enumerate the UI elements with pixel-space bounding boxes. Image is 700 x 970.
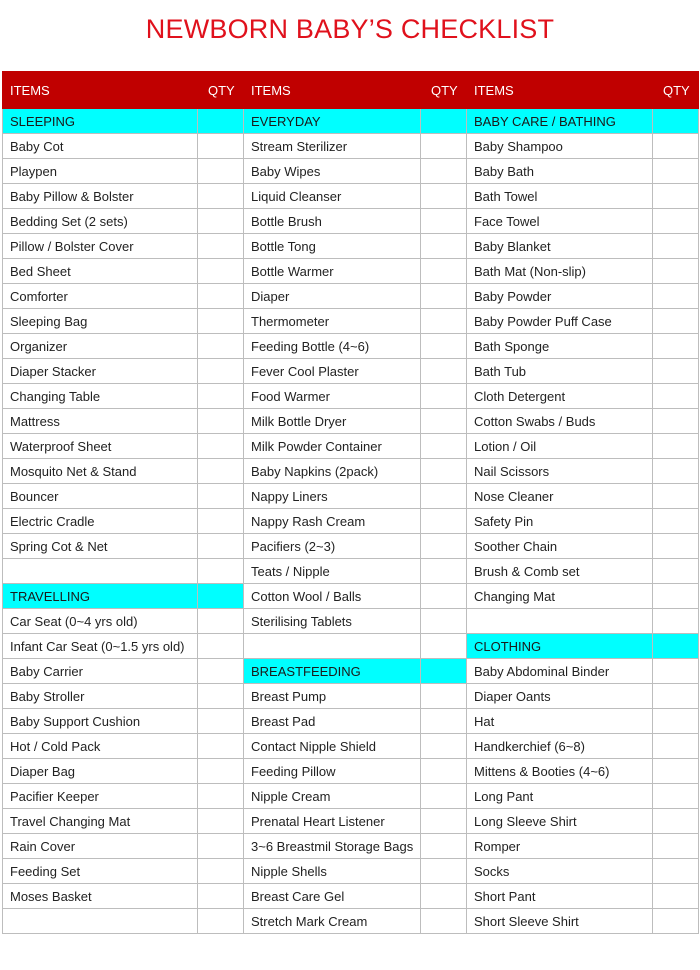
qty-cell[interactable]: [421, 109, 467, 134]
table-row: [3, 134, 699, 159]
qty-cell[interactable]: [421, 234, 467, 259]
section-header: SLEEPING: [3, 109, 198, 134]
table-row: [3, 334, 699, 359]
table-row: [3, 409, 699, 434]
item-cell: Lotion / Oil: [467, 434, 653, 459]
item-cell: Playpen: [3, 159, 198, 184]
table-row: [3, 559, 699, 584]
qty-cell[interactable]: [198, 334, 244, 359]
qty-cell[interactable]: [198, 484, 244, 509]
checklist-table: [2, 71, 699, 934]
qty-cell[interactable]: [653, 509, 699, 534]
qty-cell[interactable]: [198, 509, 244, 534]
table-row: [3, 534, 699, 559]
qty-cell[interactable]: [198, 734, 244, 759]
section-header: EVERYDAY: [244, 109, 421, 134]
item-cell: Baby Abdominal Binder: [467, 659, 653, 684]
qty-cell[interactable]: [198, 534, 244, 559]
qty-cell[interactable]: [198, 109, 244, 134]
item-cell: Organizer: [3, 334, 198, 359]
item-cell: Cotton Wool / Balls: [244, 584, 421, 609]
item-cell: Infant Car Seat (0~1.5 yrs old): [3, 634, 198, 659]
item-cell: Bottle Tong: [244, 234, 421, 259]
qty-cell[interactable]: [198, 234, 244, 259]
qty-cell[interactable]: [198, 184, 244, 209]
table-row: [3, 159, 699, 184]
qty-cell[interactable]: [421, 409, 467, 434]
item-cell: Baby Napkins (2pack): [244, 459, 421, 484]
item-cell: Safety Pin: [467, 509, 653, 534]
section-header: TRAVELLING: [3, 584, 198, 609]
qty-cell[interactable]: [421, 909, 467, 934]
item-cell: Diaper Stacker: [3, 359, 198, 384]
qty-cell[interactable]: [421, 734, 467, 759]
item-cell: Short Pant: [467, 884, 653, 909]
qty-cell[interactable]: [653, 734, 699, 759]
empty-item-cell: [3, 909, 198, 934]
item-cell: Liquid Cleanser: [244, 184, 421, 209]
qty-cell[interactable]: [421, 484, 467, 509]
item-cell: Socks: [467, 859, 653, 884]
empty-item-cell: [244, 634, 421, 659]
item-cell: Fever Cool Plaster: [244, 359, 421, 384]
item-cell: Diaper: [244, 284, 421, 309]
item-cell: Pacifiers (2~3): [244, 534, 421, 559]
item-cell: Cotton Swabs / Buds: [467, 409, 653, 434]
table-row: [3, 184, 699, 209]
qty-cell[interactable]: [421, 209, 467, 234]
item-cell: Brush & Comb set: [467, 559, 653, 584]
item-cell: Bath Sponge: [467, 334, 653, 359]
item-cell: Breast Pad: [244, 709, 421, 734]
qty-cell[interactable]: [198, 584, 244, 609]
header-row: [3, 72, 699, 109]
table-row: [3, 634, 699, 659]
qty-cell[interactable]: [421, 134, 467, 159]
qty-cell[interactable]: [653, 759, 699, 784]
qty-cell[interactable]: [421, 334, 467, 359]
item-cell: Waterproof Sheet: [3, 434, 198, 459]
qty-cell[interactable]: [653, 459, 699, 484]
item-cell: Bath Towel: [467, 184, 653, 209]
table-row: [3, 909, 699, 934]
qty-cell[interactable]: [198, 134, 244, 159]
qty-cell[interactable]: [198, 634, 244, 659]
table-row: [3, 659, 699, 684]
qty-cell[interactable]: [198, 684, 244, 709]
item-cell: Mittens & Booties (4~6): [467, 759, 653, 784]
item-cell: Soother Chain: [467, 534, 653, 559]
item-cell: Bath Mat (Non-slip): [467, 259, 653, 284]
qty-cell[interactable]: [653, 884, 699, 909]
qty-cell[interactable]: [421, 559, 467, 584]
item-cell: Mattress: [3, 409, 198, 434]
item-cell: Face Towel: [467, 209, 653, 234]
qty-cell[interactable]: [198, 859, 244, 884]
qty-cell[interactable]: [421, 359, 467, 384]
item-cell: Contact Nipple Shield: [244, 734, 421, 759]
qty-cell[interactable]: [198, 784, 244, 809]
qty-cell[interactable]: [421, 534, 467, 559]
item-cell: Thermometer: [244, 309, 421, 334]
qty-cell[interactable]: [653, 409, 699, 434]
table-row: [3, 234, 699, 259]
item-cell: Handkerchief (6~8): [467, 734, 653, 759]
table-row: [3, 459, 699, 484]
item-cell: Travel Changing Mat: [3, 809, 198, 834]
item-cell: Pillow / Bolster Cover: [3, 234, 198, 259]
qty-cell[interactable]: [421, 834, 467, 859]
item-cell: Changing Table: [3, 384, 198, 409]
qty-cell[interactable]: [421, 309, 467, 334]
item-cell: Sleeping Bag: [3, 309, 198, 334]
qty-cell[interactable]: [653, 284, 699, 309]
item-cell: Prenatal Heart Listener: [244, 809, 421, 834]
table-row: [3, 259, 699, 284]
qty-cell[interactable]: [198, 809, 244, 834]
qty-cell[interactable]: [653, 634, 699, 659]
item-cell: Baby Wipes: [244, 159, 421, 184]
page-title: NEWBORN BABY’S CHECKLIST: [145, 14, 555, 44]
item-cell: Baby Powder: [467, 284, 653, 309]
item-cell: Milk Bottle Dryer: [244, 409, 421, 434]
qty-cell[interactable]: [198, 284, 244, 309]
table-row: [3, 759, 699, 784]
qty-cell[interactable]: [198, 409, 244, 434]
qty-cell[interactable]: [198, 709, 244, 734]
qty-cell[interactable]: [653, 359, 699, 384]
qty-cell[interactable]: [653, 234, 699, 259]
item-cell: Long Pant: [467, 784, 653, 809]
checklist-body: [3, 109, 699, 934]
item-cell: Moses Basket: [3, 884, 198, 909]
qty-cell[interactable]: [421, 634, 467, 659]
qty-cell[interactable]: [421, 434, 467, 459]
item-cell: Cloth Detergent: [467, 384, 653, 409]
table-row: [3, 609, 699, 634]
item-cell: Nail Scissors: [467, 459, 653, 484]
table-row: [3, 384, 699, 409]
qty-cell[interactable]: [653, 484, 699, 509]
item-cell: Rain Cover: [3, 834, 198, 859]
items-header: ITEMS: [467, 72, 653, 109]
table-row: [3, 834, 699, 859]
qty-cell[interactable]: [653, 609, 699, 634]
qty-cell[interactable]: [198, 384, 244, 409]
table-row: [3, 709, 699, 734]
item-cell: Bouncer: [3, 484, 198, 509]
qty-cell[interactable]: [653, 859, 699, 884]
qty-cell[interactable]: [198, 884, 244, 909]
qty-cell[interactable]: [653, 809, 699, 834]
table-row: [3, 109, 699, 134]
qty-cell[interactable]: [198, 659, 244, 684]
item-cell: Teats / Nipple: [244, 559, 421, 584]
items-header: ITEMS: [244, 72, 421, 109]
item-cell: Baby Bath: [467, 159, 653, 184]
table-row: [3, 309, 699, 334]
qty-cell[interactable]: [421, 784, 467, 809]
qty-cell[interactable]: [653, 209, 699, 234]
qty-cell[interactable]: [653, 709, 699, 734]
table-row: [3, 484, 699, 509]
item-cell: Feeding Set: [3, 859, 198, 884]
item-cell: Bottle Warmer: [244, 259, 421, 284]
item-cell: Baby Pillow & Bolster: [3, 184, 198, 209]
qty-cell[interactable]: [198, 609, 244, 634]
qty-cell[interactable]: [653, 584, 699, 609]
item-cell: Sterilising Tablets: [244, 609, 421, 634]
item-cell: Baby Shampoo: [467, 134, 653, 159]
table-row: [3, 209, 699, 234]
item-cell: 3~6 Breastmil Storage Bags: [244, 834, 421, 859]
qty-cell[interactable]: [198, 159, 244, 184]
item-cell: Spring Cot & Net: [3, 534, 198, 559]
item-cell: Milk Powder Container: [244, 434, 421, 459]
empty-item-cell: [3, 559, 198, 584]
qty-cell[interactable]: [421, 809, 467, 834]
item-cell: Car Seat (0~4 yrs old): [3, 609, 198, 634]
qty-cell[interactable]: [421, 284, 467, 309]
item-cell: Nose Cleaner: [467, 484, 653, 509]
qty-cell[interactable]: [198, 309, 244, 334]
qty-cell[interactable]: [421, 684, 467, 709]
qty-cell[interactable]: [198, 359, 244, 384]
section-header: BABY CARE / BATHING: [467, 109, 653, 134]
item-cell: Hot / Cold Pack: [3, 734, 198, 759]
qty-cell[interactable]: [653, 159, 699, 184]
qty-cell[interactable]: [653, 559, 699, 584]
item-cell: Comforter: [3, 284, 198, 309]
item-cell: Nappy Rash Cream: [244, 509, 421, 534]
qty-cell[interactable]: [653, 309, 699, 334]
item-cell: Diaper Oants: [467, 684, 653, 709]
item-cell: Bedding Set (2 sets): [3, 209, 198, 234]
item-cell: Bottle Brush: [244, 209, 421, 234]
table-row: [3, 784, 699, 809]
table-row: [3, 859, 699, 884]
qty-cell[interactable]: [421, 509, 467, 534]
item-cell: Baby Powder Puff Case: [467, 309, 653, 334]
item-cell: Diaper Bag: [3, 759, 198, 784]
table-row: [3, 509, 699, 534]
qty-cell[interactable]: [653, 334, 699, 359]
qty-cell[interactable]: [198, 209, 244, 234]
qty-cell[interactable]: [653, 259, 699, 284]
items-header: ITEMS: [3, 72, 198, 109]
qty-cell[interactable]: [653, 534, 699, 559]
item-cell: Nipple Shells: [244, 859, 421, 884]
item-cell: Stretch Mark Cream: [244, 909, 421, 934]
table-row: [3, 734, 699, 759]
item-cell: Short Sleeve Shirt: [467, 909, 653, 934]
item-cell: Long Sleeve Shirt: [467, 809, 653, 834]
item-cell: Hat: [467, 709, 653, 734]
qty-cell[interactable]: [653, 684, 699, 709]
qty-cell[interactable]: [653, 134, 699, 159]
qty-cell[interactable]: [653, 184, 699, 209]
qty-cell[interactable]: [198, 909, 244, 934]
table-row: [3, 434, 699, 459]
qty-cell[interactable]: [198, 559, 244, 584]
qty-cell[interactable]: [421, 759, 467, 784]
item-cell: Feeding Bottle (4~6): [244, 334, 421, 359]
qty-header: QTY: [653, 72, 699, 109]
qty-cell[interactable]: [653, 834, 699, 859]
table-row: [3, 684, 699, 709]
item-cell: Food Warmer: [244, 384, 421, 409]
qty-cell[interactable]: [421, 259, 467, 284]
qty-cell[interactable]: [198, 434, 244, 459]
section-header: CLOTHING: [467, 634, 653, 659]
item-cell: Baby Carrier: [3, 659, 198, 684]
qty-cell[interactable]: [653, 434, 699, 459]
section-header: BREASTFEEDING: [244, 659, 421, 684]
qty-cell[interactable]: [421, 159, 467, 184]
qty-cell[interactable]: [421, 884, 467, 909]
item-cell: Changing Mat: [467, 584, 653, 609]
item-cell: Stream Sterilizer: [244, 134, 421, 159]
qty-cell[interactable]: [421, 709, 467, 734]
qty-cell[interactable]: [198, 834, 244, 859]
item-cell: Baby Support Cushion: [3, 709, 198, 734]
qty-cell[interactable]: [653, 909, 699, 934]
item-cell: Bed Sheet: [3, 259, 198, 284]
item-cell: Baby Blanket: [467, 234, 653, 259]
qty-cell[interactable]: [421, 584, 467, 609]
qty-cell[interactable]: [421, 609, 467, 634]
empty-item-cell: [467, 609, 653, 634]
item-cell: Mosquito Net & Stand: [3, 459, 198, 484]
item-cell: Bath Tub: [467, 359, 653, 384]
qty-header: QTY: [198, 72, 244, 109]
item-cell: Electric Cradle: [3, 509, 198, 534]
item-cell: Breast Pump: [244, 684, 421, 709]
qty-cell[interactable]: [653, 784, 699, 809]
qty-cell[interactable]: [653, 659, 699, 684]
item-cell: Baby Cot: [3, 134, 198, 159]
item-cell: Pacifier Keeper: [3, 784, 198, 809]
qty-cell[interactable]: [421, 659, 467, 684]
item-cell: Baby Stroller: [3, 684, 198, 709]
table-row: [3, 584, 699, 609]
qty-cell[interactable]: [198, 459, 244, 484]
qty-cell[interactable]: [198, 259, 244, 284]
qty-cell[interactable]: [421, 459, 467, 484]
item-cell: Nappy Liners: [244, 484, 421, 509]
item-cell: Romper: [467, 834, 653, 859]
qty-cell[interactable]: [198, 759, 244, 784]
qty-cell[interactable]: [421, 384, 467, 409]
table-row: [3, 884, 699, 909]
item-cell: Breast Care Gel: [244, 884, 421, 909]
qty-cell[interactable]: [653, 109, 699, 134]
qty-cell[interactable]: [421, 859, 467, 884]
qty-cell[interactable]: [653, 384, 699, 409]
table-row: [3, 809, 699, 834]
table-row: [3, 359, 699, 384]
item-cell: Feeding Pillow: [244, 759, 421, 784]
item-cell: Nipple Cream: [244, 784, 421, 809]
table-row: [3, 284, 699, 309]
qty-header: QTY: [421, 72, 467, 109]
qty-cell[interactable]: [421, 184, 467, 209]
